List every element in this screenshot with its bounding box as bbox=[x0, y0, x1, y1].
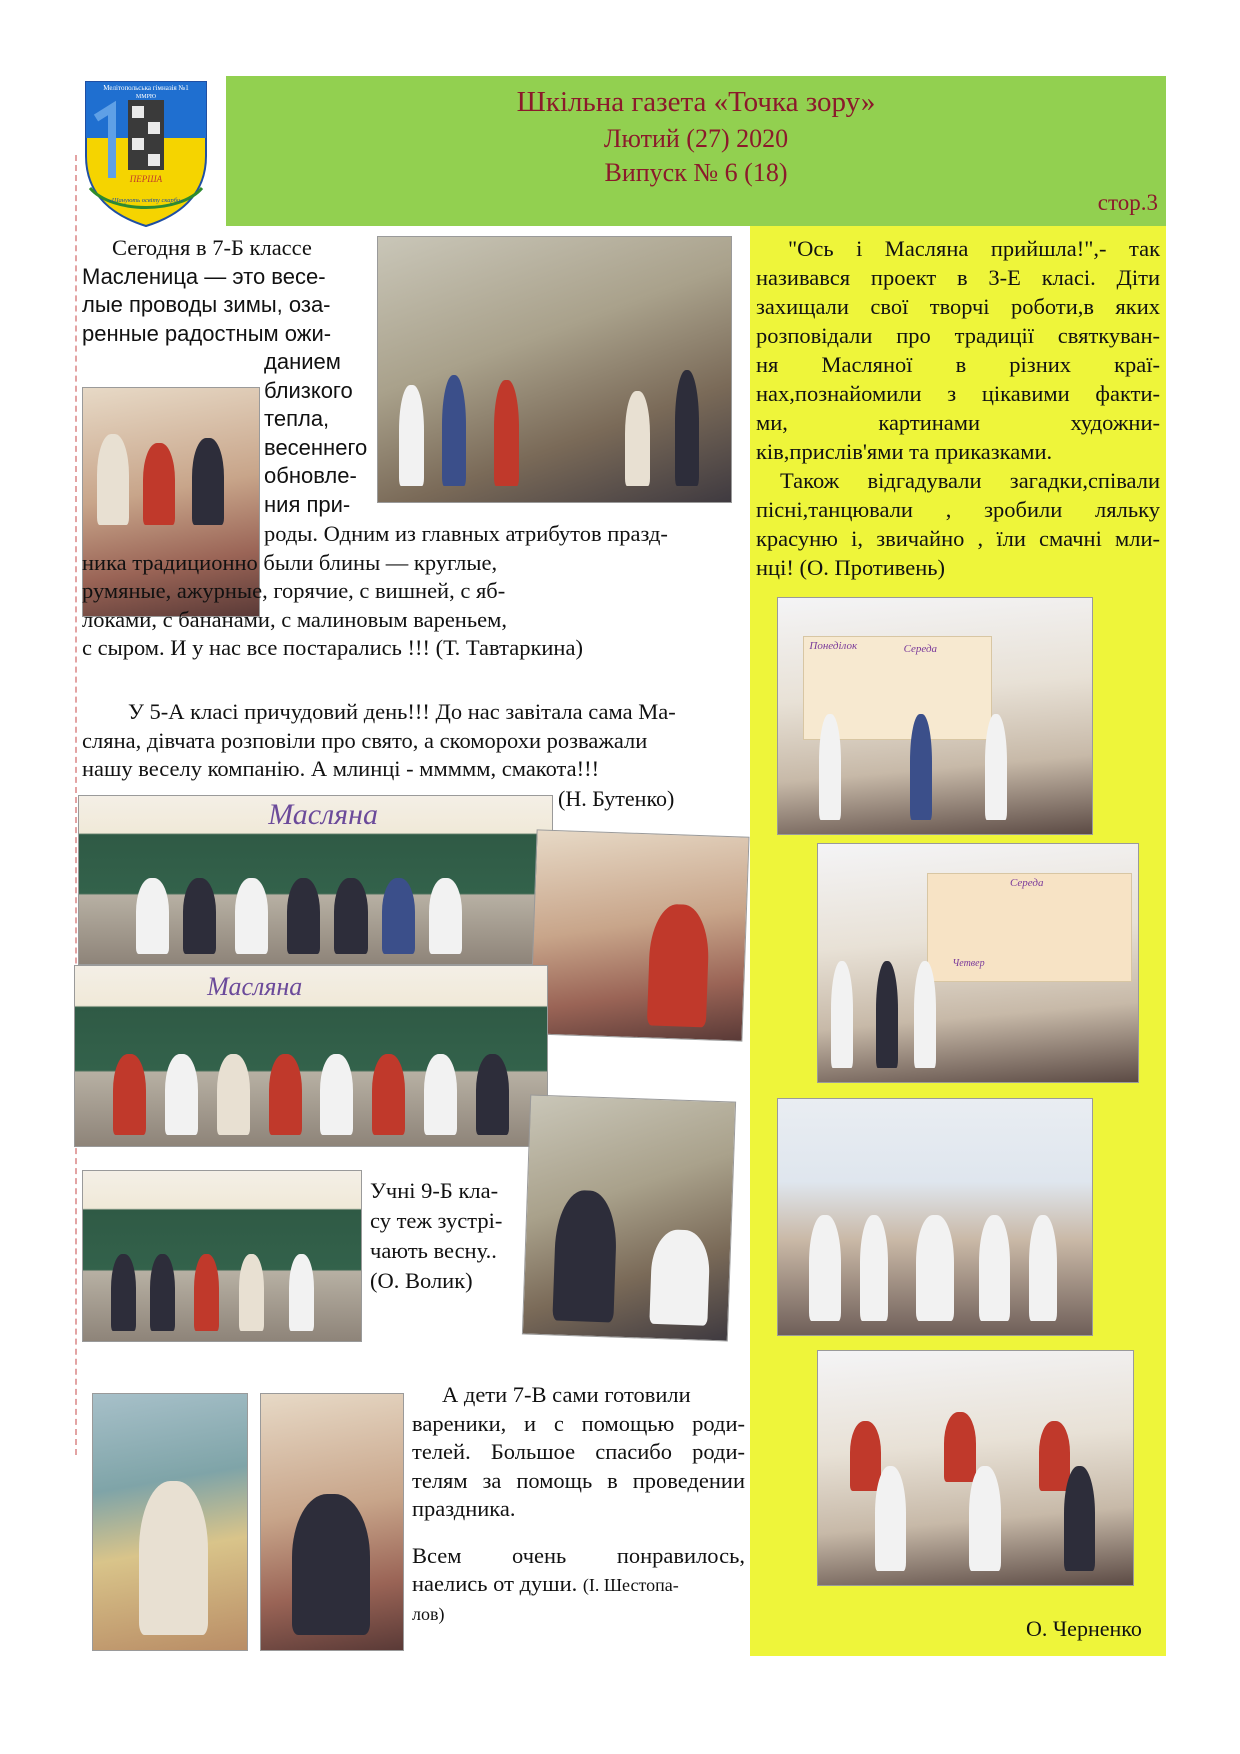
issue-date: Лютий (27) 2020 bbox=[603, 124, 789, 153]
photo-3e-dancing bbox=[777, 1098, 1093, 1336]
photo-5a-costumes: Масляна bbox=[78, 795, 553, 965]
article-7b-text-wrap: данием близкого тепла, весеннего обновле- ния при- bbox=[264, 349, 368, 517]
photo-3e-project-board-1: Понеділок Середа bbox=[777, 597, 1093, 835]
article-9b-text: Учні 9-Б кла- су теж зустрі- чають весну.. (О. Волик) bbox=[370, 1178, 503, 1293]
article-3e-signature: О. Черненко bbox=[1026, 1616, 1142, 1641]
svg-text:ММРЮ: ММРЮ bbox=[135, 94, 157, 100]
photo-7v-boy-dumplings bbox=[260, 1393, 404, 1651]
svg-text:Мелітопольська гімназія №1: Мелітопольська гімназія №1 bbox=[103, 84, 189, 92]
photo-3e-project-board-2: Середа Четвер bbox=[817, 843, 1139, 1083]
photo-5a-signs: Масляна bbox=[74, 965, 548, 1147]
article-7b-text: Сегодня в 7-Б классе Масленица — это весе- лые проводы зимы, оза- ренные радостным ожи- bbox=[82, 235, 332, 346]
photo-5a-maslyana-girl bbox=[529, 829, 749, 1041]
article-3e-text: "Ось і Масляна прийшла!",- так називався проект в 3-Е класі. Діти захищали свої творчі роботи,в яких розповідали про традиції святкуван- ня Масляної в різних краї- нах,познайомили з цікавими факти- ми, картинами художни- ків,прислів'ями та приказками. Також відгадували загадки,співали пісні,танцювали , зробили ляльку красуню і, звичайно , їли смачні мли- нці! (О. Противень) bbox=[756, 236, 1160, 580]
photo-9b-pancakes bbox=[522, 1094, 736, 1341]
page-number: стор.3 bbox=[1097, 190, 1158, 215]
article-7v-text: А дети 7-В сами готовили вареники, и с помощью роди- телей. Большое спасибо роди- телям за помощь в проведении праздника. Всем очень понравилось, наелись от души. (І. Шестопа- лов) bbox=[412, 1382, 745, 1624]
newspaper-header bbox=[226, 76, 1166, 226]
article-5a-signature: (Н. Бутенко) bbox=[558, 786, 675, 811]
issue-number: Випуск № 6 (18) bbox=[604, 158, 788, 187]
svg-text:ПЕРША: ПЕРША bbox=[129, 174, 163, 184]
article-7b-text-bottom: роды. Одним из главных атрибутов празд- ника традиционно были блины — круглые, румяные, ажурные, горячие, с вишней, с яб- локами, с бананами, с малиновым вареньем, с сыром. И у нас все постарались !!! (Т. Тавтаркина) bbox=[82, 521, 668, 660]
newspaper-title: Шкільна газета «Точка зору» bbox=[516, 86, 876, 118]
photo-3e-dolls bbox=[817, 1350, 1134, 1586]
photo-9b-class bbox=[82, 1170, 362, 1342]
photo-7b-long-table bbox=[377, 236, 732, 503]
school-crest-logo bbox=[82, 78, 210, 228]
decorative-dashed-line bbox=[75, 155, 77, 1455]
photo-7v-girl-dumplings bbox=[92, 1393, 248, 1651]
svg-text:«Шанують освіту скарби»: «Шанують освіту скарби» bbox=[108, 197, 184, 204]
article-5a-text: У 5-А класі причудовий день!!! До нас завітала сама Ма- сляна, дівчата розповіли про свято, а скоморохи розважали нашу веселу компанію. А млинці - ммммм, смакота!!! bbox=[82, 699, 676, 781]
